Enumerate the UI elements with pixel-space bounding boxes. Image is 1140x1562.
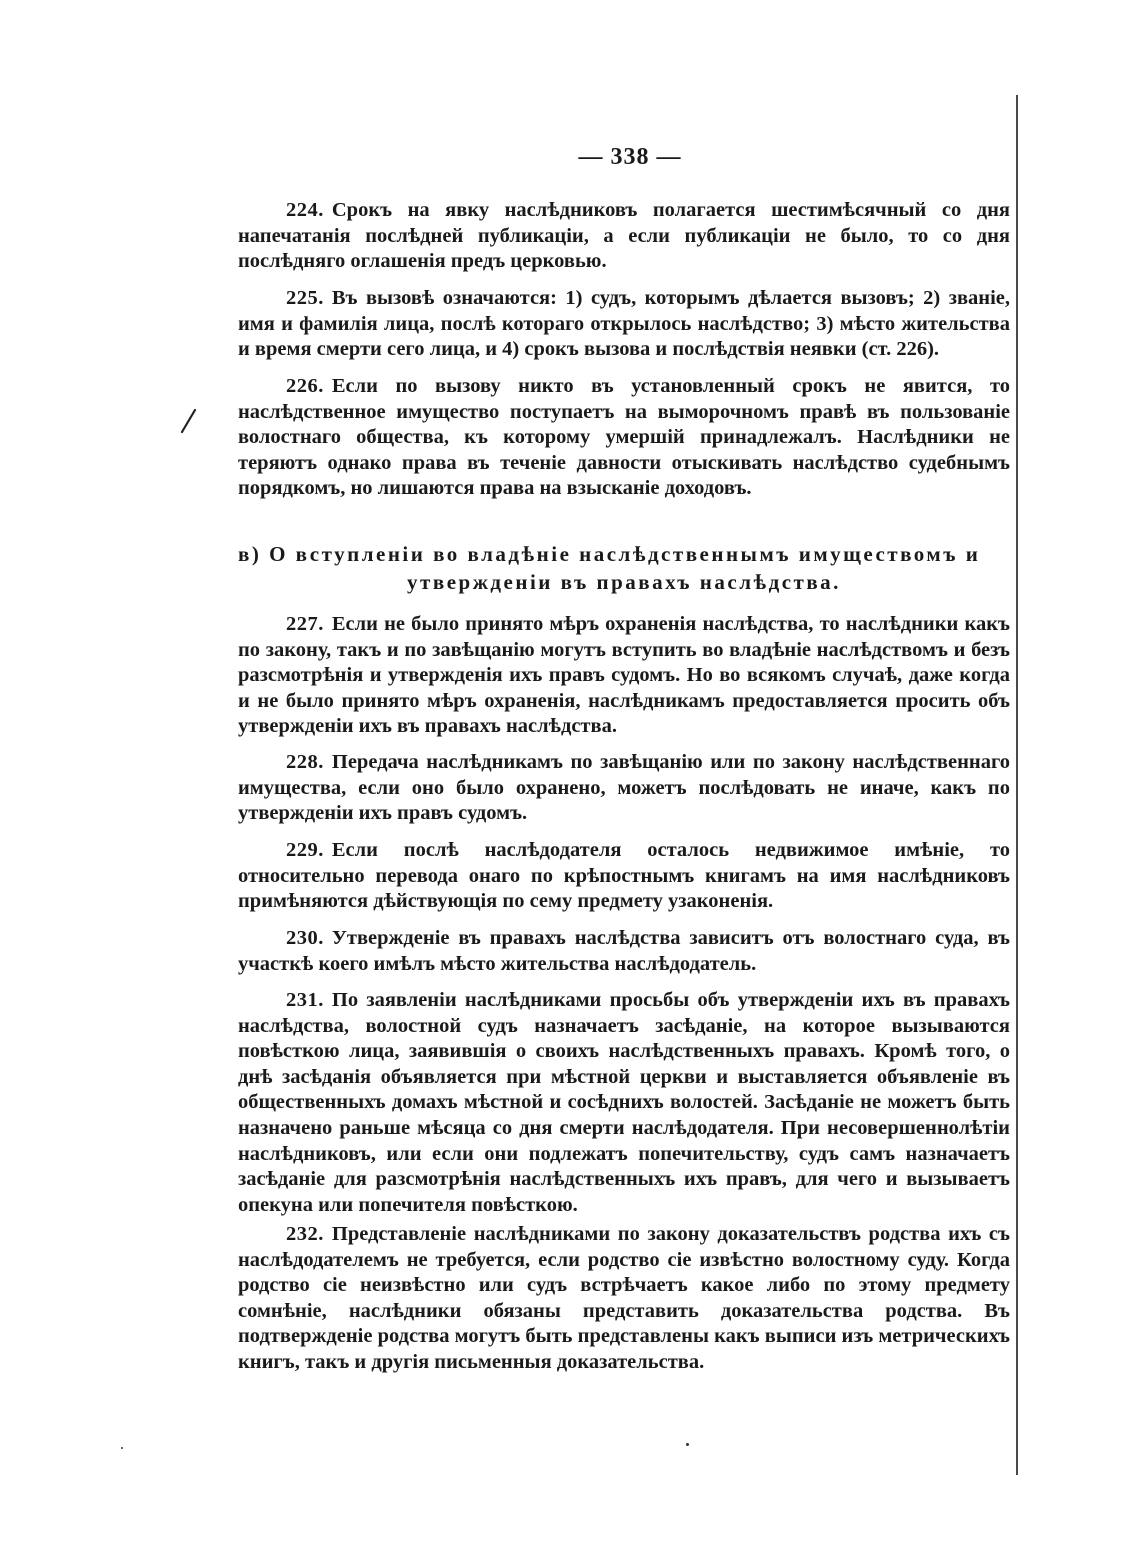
article-number: 227. [286,613,324,635]
article-text: Если по вызову никто въ установленный срокъ не явится, то наслѣдственное имущество поступаетъ на выморочномъ правѣ въ пользованіе волостнаго общества, къ которому умершій принадлежалъ. Наслѣдники не теряютъ однако права въ теченіе давности отыскивать наслѣдство судебнымъ порядкомъ, но лишаются права на взысканіе доходовъ. [238,375,1010,500]
article-number: 226. [286,375,324,397]
article-225 [238,286,1010,363]
article-number: 232. [286,1223,324,1245]
article-number: 230. [286,927,324,949]
article-229 [238,838,1010,915]
article-text: Представленіе наслѣдниками по закону доказательствъ родства ихъ съ наслѣдодателемъ не требуется, если родство сіе извѣстно волостному суду. Когда родство сіе неизвѣстно или судъ встрѣчаетъ какое либо по этому предмету сомнѣніе, наслѣдники обязаны представить доказательства родства. Въ подтвержденіе родства могутъ быть представлены какъ выписи изъ метрическихъ книгъ, такъ и другія письменныя доказательства. [238,1223,1010,1373]
article-232 [238,1222,1010,1376]
article-text: Срокъ на явку наслѣдниковъ полагается шестимѣсячный со дня напечатанія послѣдней публикаціи, а если публикаціи не было, то со дня послѣдняго оглашенія предъ церковью. [238,199,1010,273]
article-text: Передача наслѣдникамъ по завѣщанію или по закону наслѣдственнаго имущества, если оно было охранено, можетъ послѣдовать не иначе, какъ по утвержденіи ихъ правъ судомъ. [238,751,1010,825]
page-number: — 338 — [578,144,682,170]
article-text: Если не было принято мѣръ охраненія наслѣдства, то наслѣдники какъ по закону, такъ и по завѣщанію могутъ вступить во владѣніе наслѣдствомъ и безъ разсмотрѣнія и утвержденія ихъ правъ судомъ. Но во всякомъ случаѣ, даже когда и не было принято мѣръ охраненія, наслѣдникамъ предоставляется просить объ утвержденіи ихъ въ правахъ наслѣдства. [238,613,1010,738]
page-edge-rule [1016,95,1018,1475]
article-224 [238,198,1010,275]
article-text: Если послѣ наслѣдодателя осталось недвижимое имѣніе, то относительно перевода онаго по крѣпостнымъ книгамъ на имя наслѣдниковъ примѣняются дѣйствующія по сему предмету узаконенія. [238,839,1010,913]
article-text: По заявленіи наслѣдниками просьбы объ утвержденіи ихъ въ правахъ наслѣдства, волостной судъ назначаетъ засѣданіе, на которое вызываются повѣсткою лица, заявившія о своихъ наслѣдственныхъ правахъ. Кромѣ того, о днѣ засѣданія объявляется при мѣстной церкви и выставляется объявленіе въ общественныхъ домахъ мѣстной и сосѣднихъ волостей. Засѣданіе не можетъ быть назначено раньше мѣсяца со дня смерти наслѣдодателя. При несовершеннолѣтіи наслѣдниковъ, или если они подлежатъ попечительству, судъ самъ назначаетъ засѣданіе для разсмотрѣнія наслѣдственныхъ ихъ правъ, для чего и вызываетъ опекуна или попечителя повѣсткою. [238,989,1010,1216]
article-number: 231. [286,989,324,1011]
article-text: Утвержденіе въ правахъ наслѣдства зависитъ отъ волостнаго суда, въ участкѣ коего имѣлъ мѣсто жительства наслѣдодатель. [238,927,1010,975]
article-230 [238,926,1010,977]
ink-speck [121,1447,123,1449]
ink-speck [686,1443,689,1446]
article-text: Въ вызовѣ означаются: 1) судъ, которымъ дѣлается вызовъ; 2) званіе, имя и фамилія лица, послѣ котораго открылось наслѣдство; 3) мѣсто жительства и время смерти сего лица, и 4) срокъ вызова и послѣдствія неявки (ст. 226). [238,287,1010,361]
article-228 [238,750,1010,827]
article-226 [238,374,1010,502]
pencil-mark [178,408,198,434]
article-number: 225. [286,287,324,309]
article-227 [238,612,1010,740]
article-number: 229. [286,839,324,861]
article-number: 224. [286,199,324,221]
section-heading-line1: в) О вступленіи во владѣніе наслѣдственнымъ имуществомъ и [238,542,981,566]
article-number: 228. [286,751,324,773]
section-heading [238,540,1010,596]
article-231 [238,988,1010,1218]
section-heading-line2: утвержденіи въ правахъ наслѣдства. [407,570,841,594]
